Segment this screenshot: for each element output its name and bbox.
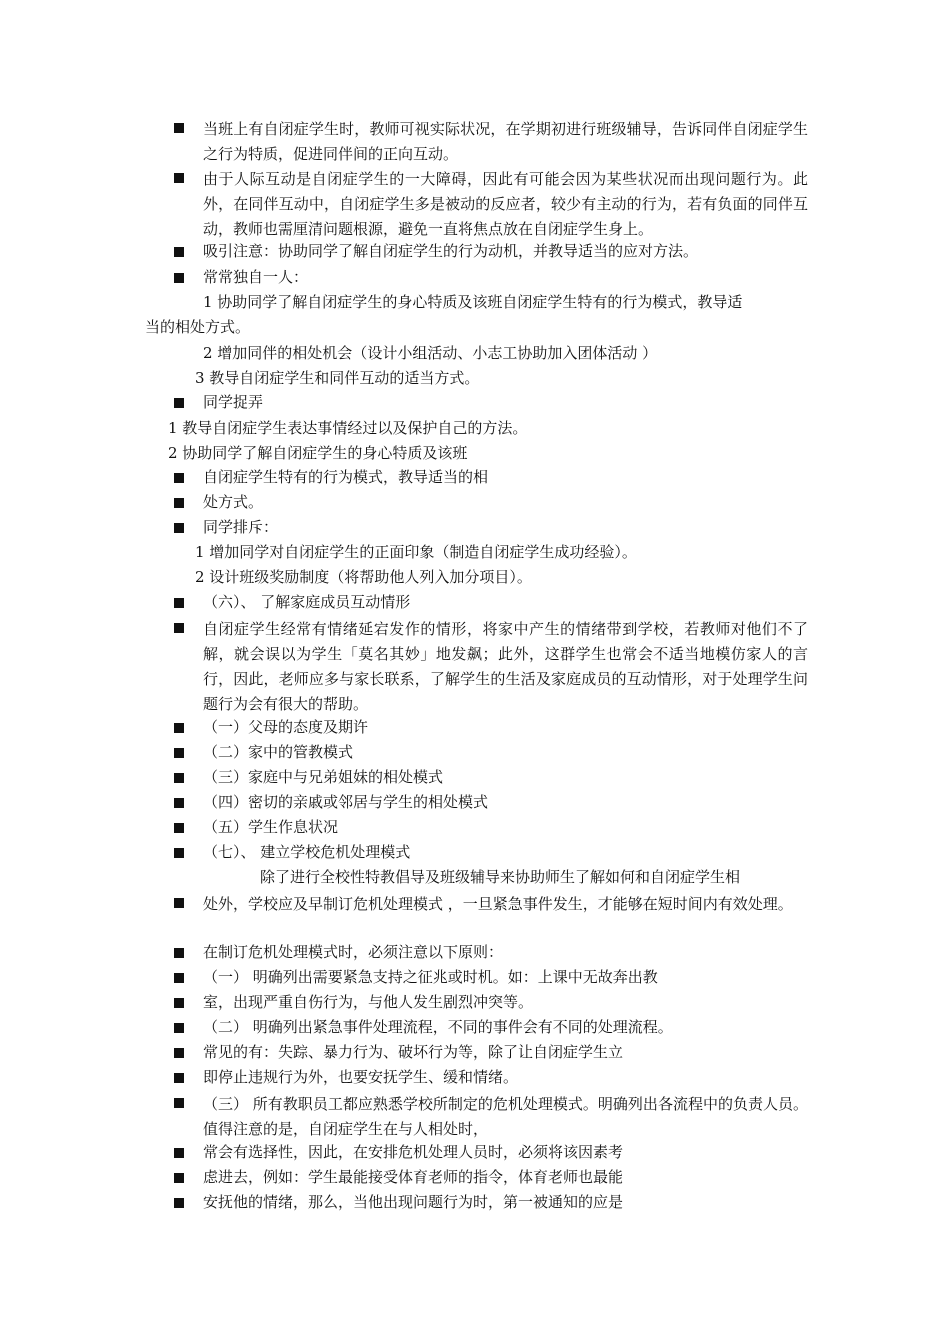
bullet-marker (174, 823, 184, 833)
bullet-marker (174, 398, 184, 408)
bullet-marker (174, 998, 184, 1008)
bullet-marker (174, 623, 184, 633)
plain-line: 2 增加同伴的相处机会（设计小组活动、小志工协助加入团体活动 ） (203, 344, 658, 362)
paragraph: 自闭症学生特有的行为模式，教导适当的相 (203, 468, 489, 486)
paragraph: 常常独自一人： (203, 268, 309, 286)
paragraph: 自闭症学生经常有情绪延宕发作的情形，将家中产生的情绪带到学校，若教师对他们不了解，就会误以为学生「莫名其妙」地发飙；此外，这群学生也常会不适当地模仿家人的言行，因此，老师应多与家长联系，了解学生的生活及家庭成员的互动情形，对于处理学生问题行为会有很大的帮助。 (203, 620, 808, 713)
list-item: 虑进去，例如：学生最能接受体育老师的指令，体育老师也最能 (203, 1168, 624, 1186)
plain-line: 3 教导自闭症学生和同伴互动的适当方式。 (195, 369, 480, 387)
bullet-marker (174, 748, 184, 758)
bullet-marker (174, 523, 184, 533)
list-item: （二）家中的管教模式 (203, 743, 354, 761)
bullet-marker (174, 948, 184, 958)
bullet-marker (174, 1048, 184, 1058)
bullet-marker (174, 1073, 184, 1083)
bullet-marker (174, 848, 184, 858)
list-item: 常见的有：失踪、暴力行为、破坏行为等，除了让自闭症学生立 (203, 1043, 624, 1061)
list-item: 在制订危机处理模式时，必须注意以下原则： (203, 943, 504, 961)
bullet-marker (174, 598, 184, 608)
paragraph: 处方式。 (203, 493, 264, 511)
paragraph: 处外，学校应及早制订危机处理模式 ，一旦紧急事件发生，才能够在短时间内有效处理。 (203, 895, 793, 913)
bullet-marker (174, 723, 184, 733)
list-item: （一） 明确列出需要紧急支持之征兆或时机。如：上课中无故奔出教 (203, 968, 658, 986)
plain-line: 1 教导自闭症学生表达事情经过以及保护自己的方法。 (168, 419, 528, 437)
bullet-marker (174, 1198, 184, 1208)
bullet-marker (174, 473, 184, 483)
list-item: 室，出现严重自伤行为，与他人发生剧烈冲突等。 (203, 993, 534, 1011)
list-item: 常会有选择性，因此，在安排危机处理人员时，必须将该因素考 (203, 1143, 624, 1161)
plain-line: 2 设计班级奖励制度（将帮助他人列入加分项目）。 (195, 568, 532, 586)
list-item: （二） 明确列出紧急事件处理流程，不同的事件会有不同的处理流程。 (203, 1018, 673, 1036)
bullet-marker (174, 1148, 184, 1158)
bullet-marker (174, 773, 184, 783)
section-heading: （六）、 了解家庭成员互动情形 (203, 593, 411, 611)
list-item: 即停止违规行为外，也要安抚学生、缓和情绪。 (203, 1068, 519, 1086)
bullet-marker (174, 173, 184, 183)
paragraph: （三） 所有教职员工都应熟悉学校所制定的危机处理模式。明确列出各流程中的负责人员。值得注意的是，自闭症学生在与人相处时， (203, 1095, 808, 1138)
bullet-marker (174, 1173, 184, 1183)
bullet-marker (174, 898, 184, 908)
paragraph: 同学排斥： (203, 518, 279, 536)
bullet-marker (174, 798, 184, 808)
plain-line: 当的相处方式。 (145, 318, 251, 336)
bullet-marker (174, 1098, 184, 1108)
section-heading: （七）、 建立学校危机处理模式 (203, 843, 411, 861)
paragraph: 由于人际互动是自闭症学生的一大障碍，因此有可能会因为某些状况而出现问题行为。此外，在同伴互动中，自闭症学生多是被动的反应者，较少有主动的行为，若有负面的同伴互动，教师也需厘清问题根源，避免一直将焦点放在自闭症学生身上。 (203, 170, 808, 238)
plain-line: 1 协助同学了解自闭症学生的身心特质及该班自闭症学生特有的行为模式，教导适 (203, 293, 743, 311)
list-item: （一）父母的态度及期许 (203, 718, 369, 736)
bullet-marker (174, 973, 184, 983)
bullet-marker (174, 498, 184, 508)
plain-line: 2 协助同学了解自闭症学生的身心特质及该班 (168, 444, 468, 462)
bullet-marker (174, 247, 184, 257)
bullet-marker (174, 123, 184, 133)
bullet-marker (174, 273, 184, 283)
paragraph: 同学捉弄 (203, 393, 264, 411)
list-item: （四）密切的亲戚或邻居与学生的相处模式 (203, 793, 489, 811)
paragraph: 吸引注意：协助同学了解自闭症学生的行为动机，并教导适当的应对方法。 (203, 242, 699, 260)
list-item: （三）家庭中与兄弟姐妹的相处模式 (203, 768, 444, 786)
bullet-marker (174, 1023, 184, 1033)
list-item: 安抚他的情绪，那么，当他出现问题行为时，第一被通知的应是 (203, 1193, 624, 1211)
list-item: （五）学生作息状况 (203, 818, 339, 836)
paragraph: 当班上有自闭症学生时，教师可视实际状况，在学期初进行班级辅导，告诉同伴自闭症学生之行为特质，促进同伴间的正向互动。 (203, 120, 808, 163)
plain-line: 1 增加同学对自闭症学生的正面印象（制造自闭症学生成功经验）。 (195, 543, 637, 561)
plain-line: 除了进行全校性特教倡导及班级辅导来协助师生了解如何和自闭症学生相 (260, 868, 741, 886)
